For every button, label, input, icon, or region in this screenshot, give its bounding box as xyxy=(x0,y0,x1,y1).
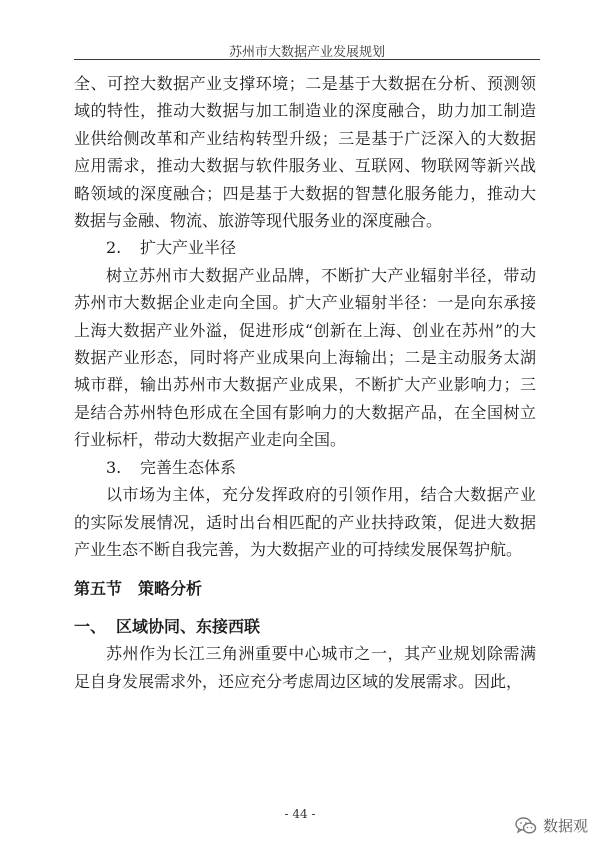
paragraph-ecosystem: 以市场为主体，充分发挥政府的引领作用，结合大数据产业的实际发展情况，适时出台相匹配的产业扶持政策，促进大数据产业生态不断自我完善，为大数据产业的可持续发展保驾护航。 xyxy=(74,485,536,559)
running-header: 苏州市大数据产业发展规划 xyxy=(228,45,385,60)
section-label: 第五节 xyxy=(74,579,123,599)
watermark xyxy=(515,815,588,836)
page-body xyxy=(74,70,536,695)
subheading-number: 2. xyxy=(106,238,122,258)
paragraph-regional-coordination: 苏州作为长江三角洲重要中心城市之一，其产业规划除需满足自身发展需求外，还应充分考虑周边区域的发展需求。因此， xyxy=(74,644,536,691)
subheading-expand-industry-radius xyxy=(74,234,536,261)
header-rule xyxy=(74,59,540,60)
subheading-ecosystem xyxy=(74,454,536,481)
section-heading xyxy=(74,575,536,602)
heading-title: 区域协同、东接西联 xyxy=(116,616,261,636)
paragraph-industry-radius: 树立苏州市大数据产业品牌，不断扩大产业辐射半径，带动苏州市大数据企业走向全国。扩大产业辐射半径：一是向东承接上海大数据产业外溢，促进形成“创新在上海、创业在苏州”的大数据产业形态，同时将产业成果向上海输出；二是主动服务太湖城市群，输出苏州市大数据产业成果，不断扩大产业影响力；三是结合苏州特色形成在全国有影响力的大数据产品，在全国树立行业标杆，带动大数据产业走向全国。 xyxy=(74,265,536,450)
section-title: 策略分析 xyxy=(138,579,203,599)
subheading-title: 完善生态体系 xyxy=(140,457,237,477)
paragraph-strategy-continued: 全、可控大数据产业支撑环境；二是基于大数据在分析、预测领域的特性，推动大数据与加工制造业的深度融合，助力加工制造业供给侧改革和产业结构转型升级；三是基于广泛深入的大数据应用需求，推动大数据与软件服务业、互联网、物联网等新兴战略领域的深度融合；四是基于大数据的智慧化服务能力，推动大数据与金融、物流、旅游等现代服务业的深度融合。 xyxy=(74,74,536,231)
wechat-icon xyxy=(515,817,537,835)
watermark-text: 数据观 xyxy=(542,817,588,835)
page-number: - 44 - xyxy=(284,807,316,821)
subheading-number: 3. xyxy=(106,457,122,477)
heading-regional-coordination xyxy=(74,613,536,640)
subheading-title: 扩大产业半径 xyxy=(140,238,237,258)
heading-number: 一、 xyxy=(74,616,107,636)
